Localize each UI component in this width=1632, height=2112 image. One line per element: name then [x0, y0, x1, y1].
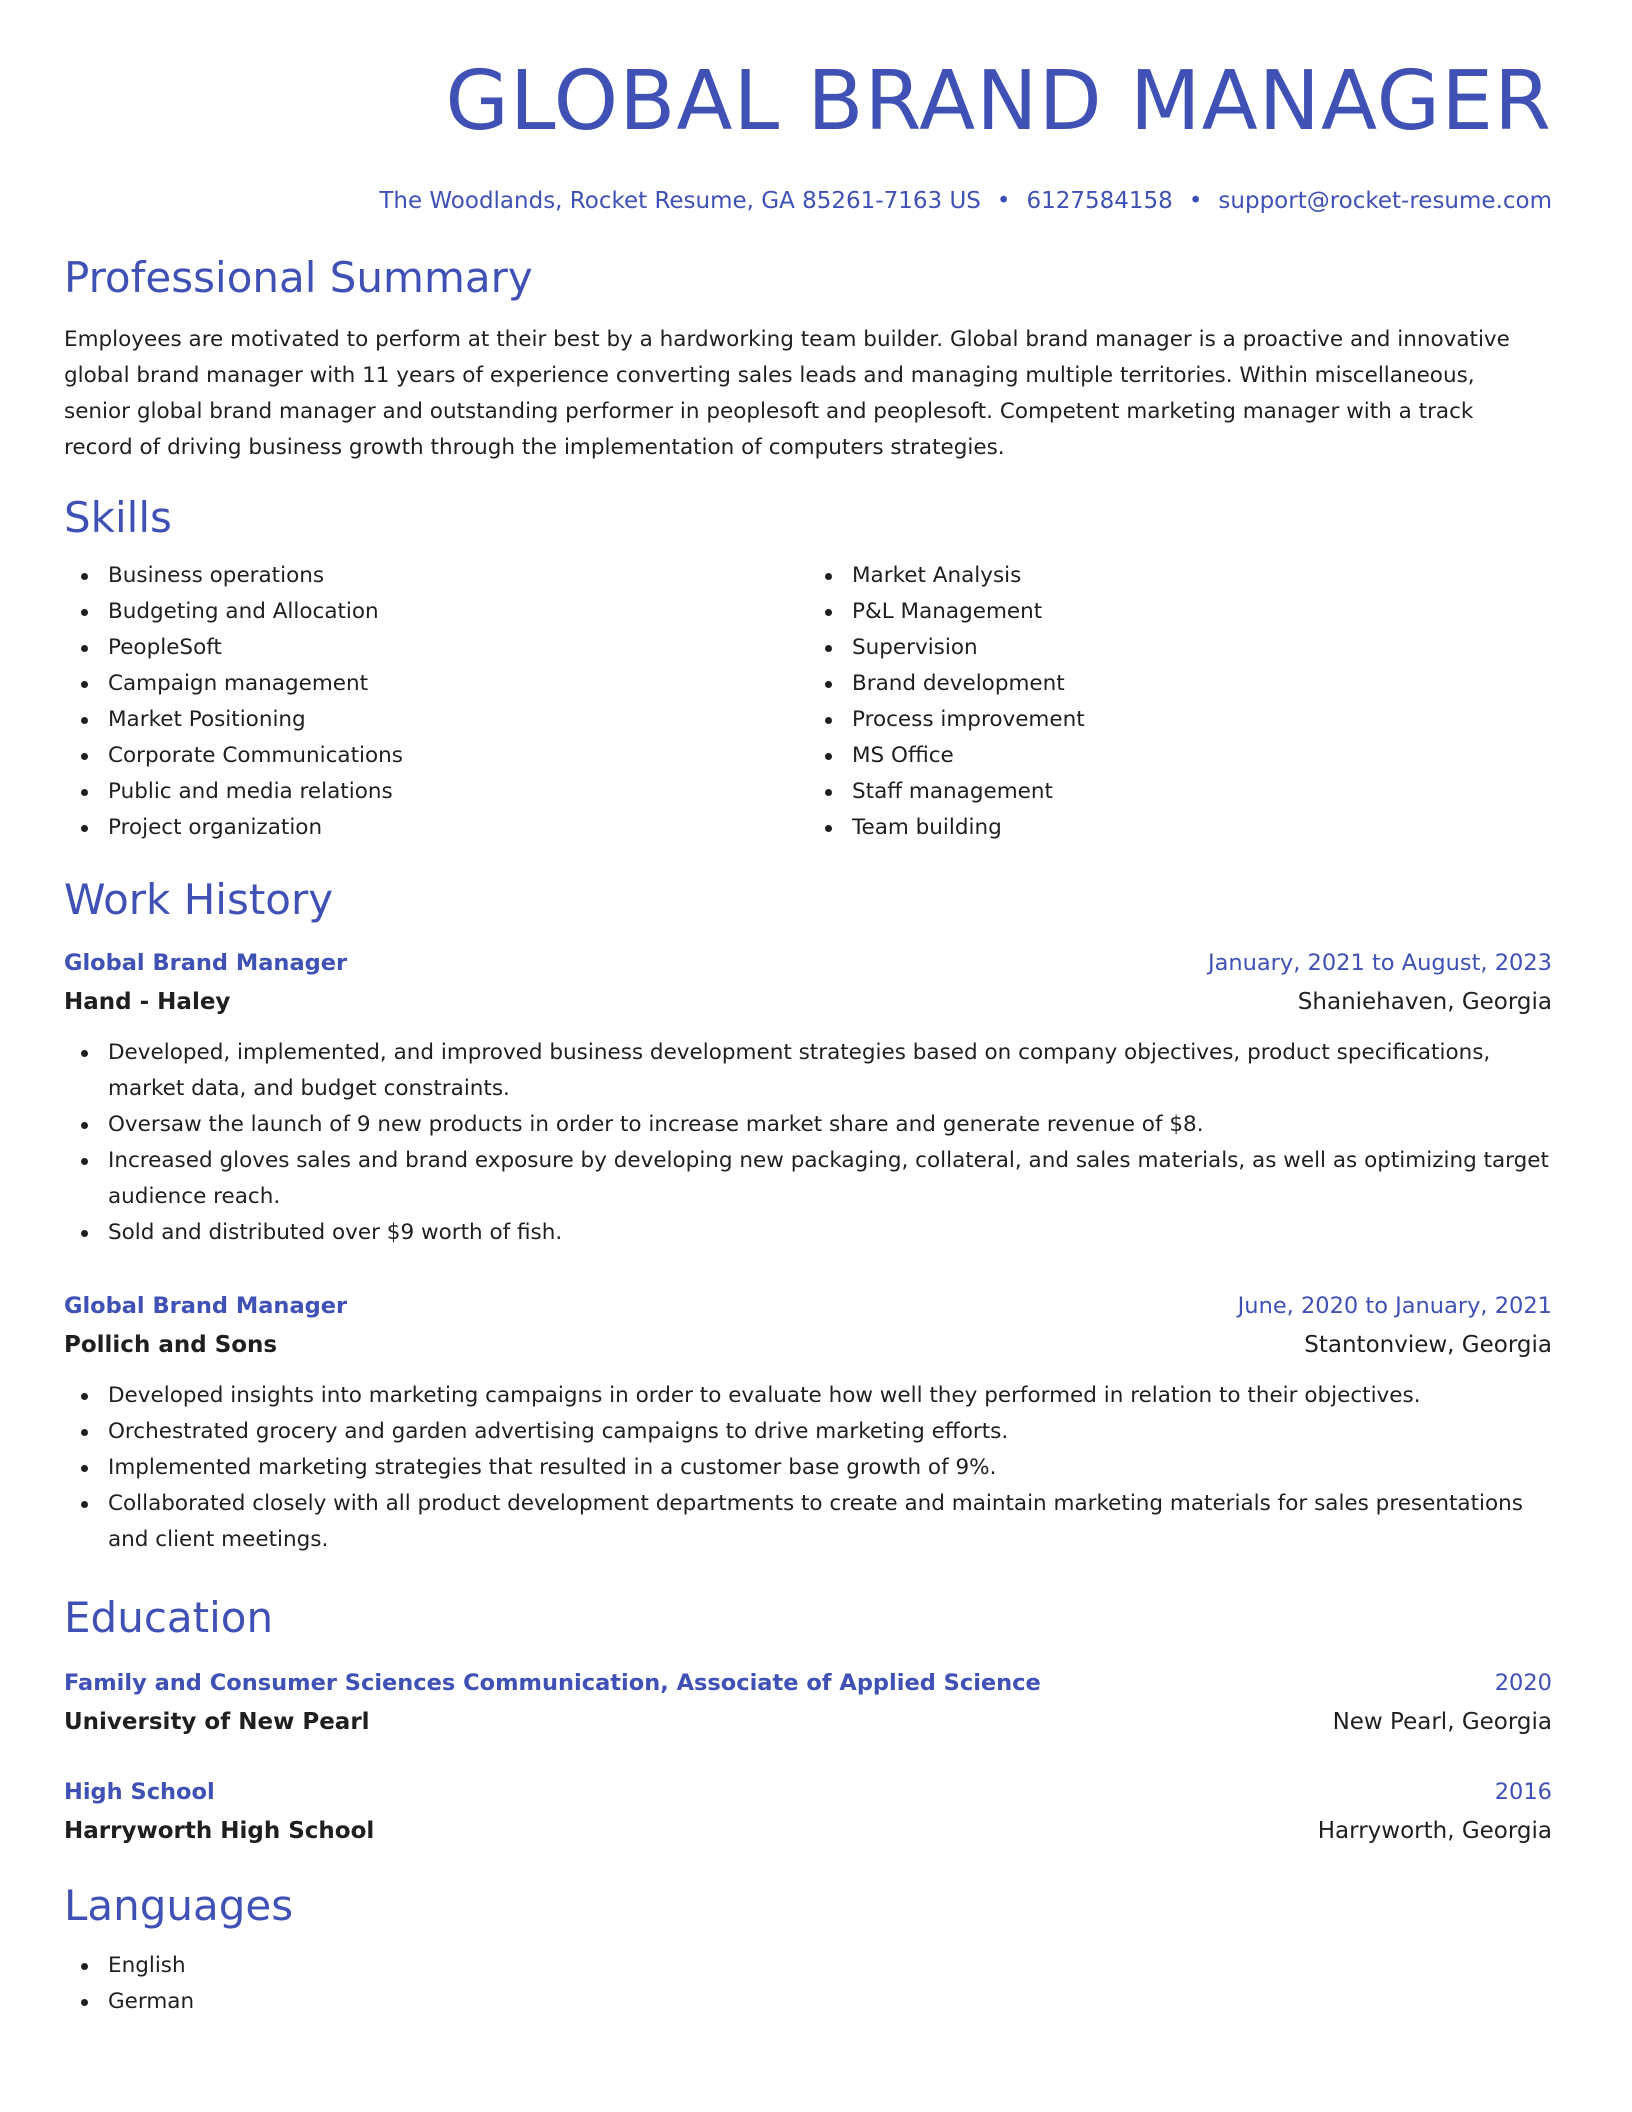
skill-item: MS Office — [852, 738, 1552, 774]
languages-list — [64, 1948, 1552, 2020]
skill-item: Process improvement — [852, 702, 1552, 738]
job-bullet: Collaborated closely with all product development departments to create and maintain marketing materials for sales presentations and client meetings. — [108, 1486, 1552, 1558]
contact-phone: 6127584158 — [1026, 188, 1173, 214]
skill-item: Project organization — [108, 810, 808, 846]
summary-text: Employees are motivated to perform at their best by a hardworking team builder. Global brand manager is a proactive and innovative global brand manager with 11 years of experience converting sales leads and managing multiple territories. Within miscellaneous, senior global brand manager and outstanding performer in peoplesoft and peoplesoft. Competent marketing manager with a track record of driving business growth through the implementation of computers strategies. — [64, 327, 1510, 460]
education-entry — [64, 1668, 1552, 1737]
job-title: Global Brand Manager — [64, 1293, 348, 1319]
contact-separator: • — [1188, 188, 1203, 214]
skill-item: Campaign management — [108, 666, 808, 702]
contact-address: The Woodlands, Rocket Resume, GA 85261-7163 US — [379, 188, 981, 214]
degree-name: High School — [64, 1779, 215, 1805]
graduation-year: 2020 — [1494, 1670, 1552, 1696]
work-entry-subheader — [64, 1330, 1552, 1360]
work-entry — [64, 948, 1552, 1251]
skill-item: P&L Management — [852, 594, 1552, 630]
work-entry — [64, 1291, 1552, 1558]
contact-email[interactable]: support@rocket-resume.com — [1218, 188, 1552, 214]
job-bullet: Developed, implemented, and improved business development strategies based on company objectives, product specifications, market data, and budget constraints. — [108, 1035, 1552, 1107]
job-bullet: Orchestrated grocery and garden advertising campaigns to drive marketing efforts. — [108, 1414, 1552, 1450]
skills-grid — [64, 558, 1552, 846]
skill-item: Market Analysis — [852, 558, 1552, 594]
work-history-heading: Work History — [64, 875, 334, 924]
skills-heading: Skills — [64, 493, 172, 542]
skills-list-right — [808, 558, 1552, 846]
skills-list-left — [64, 558, 808, 846]
skill-item: Team building — [852, 810, 1552, 846]
skill-item: PeopleSoft — [108, 630, 808, 666]
summary-heading: Professional Summary — [64, 253, 533, 302]
education-entry-header — [64, 1777, 1552, 1807]
resume-header — [64, 52, 1552, 216]
company-name: Hand - Haley — [64, 989, 231, 1015]
job-location: Stantonview, Georgia — [1304, 1332, 1552, 1358]
education-entry-subheader — [64, 1707, 1552, 1737]
school-location: New Pearl, Georgia — [1332, 1709, 1552, 1735]
skill-item: Market Positioning — [108, 702, 808, 738]
school-name: University of New Pearl — [64, 1709, 370, 1735]
education-entry-header — [64, 1668, 1552, 1698]
resume-title: GLOBAL BRAND MANAGER — [445, 54, 1552, 149]
education-entry-subheader — [64, 1816, 1552, 1846]
job-bullet: Sold and distributed over $9 worth of fish. — [108, 1215, 1552, 1251]
work-entry-header — [64, 1291, 1552, 1321]
contact-separator: • — [996, 188, 1011, 214]
skill-item: Budgeting and Allocation — [108, 594, 808, 630]
language-item: English — [108, 1948, 1552, 1984]
job-bullet: Implemented marketing strategies that resulted in a customer base growth of 9%. — [108, 1450, 1552, 1486]
job-bullet: Increased gloves sales and brand exposure by developing new packaging, collateral, and sales materials, as well as optimizing target audience reach. — [108, 1143, 1552, 1215]
contact-line — [64, 186, 1552, 216]
work-entry-subheader — [64, 987, 1552, 1017]
skill-item: Corporate Communications — [108, 738, 808, 774]
languages-heading: Languages — [64, 1881, 294, 1930]
degree-name: Family and Consumer Sciences Communication, Associate of Applied Science — [64, 1670, 1041, 1696]
company-name: Pollich and Sons — [64, 1332, 278, 1358]
education-heading: Education — [64, 1593, 274, 1642]
skill-item: Public and media relations — [108, 774, 808, 810]
skill-item: Supervision — [852, 630, 1552, 666]
job-bullet: Developed insights into marketing campaigns in order to evaluate how well they performed in relation to their objectives. — [108, 1378, 1552, 1414]
language-item: German — [108, 1984, 1552, 2020]
skill-item: Brand development — [852, 666, 1552, 702]
skill-item: Staff management — [852, 774, 1552, 810]
skill-item: Business operations — [108, 558, 808, 594]
job-bullets — [64, 1378, 1552, 1558]
education-entry — [64, 1777, 1552, 1846]
job-bullet: Oversaw the launch of 9 new products in order to increase market share and generate revenue of $8. — [108, 1107, 1552, 1143]
job-location: Shaniehaven, Georgia — [1297, 989, 1552, 1015]
job-dates: June, 2020 to January, 2021 — [1237, 1293, 1552, 1319]
work-entry-header — [64, 948, 1552, 978]
graduation-year: 2016 — [1494, 1779, 1552, 1805]
job-bullets — [64, 1035, 1552, 1251]
job-dates: January, 2021 to August, 2023 — [1207, 950, 1552, 976]
school-location: Harryworth, Georgia — [1317, 1818, 1552, 1844]
school-name: Harryworth High School — [64, 1818, 375, 1844]
job-title: Global Brand Manager — [64, 950, 348, 976]
